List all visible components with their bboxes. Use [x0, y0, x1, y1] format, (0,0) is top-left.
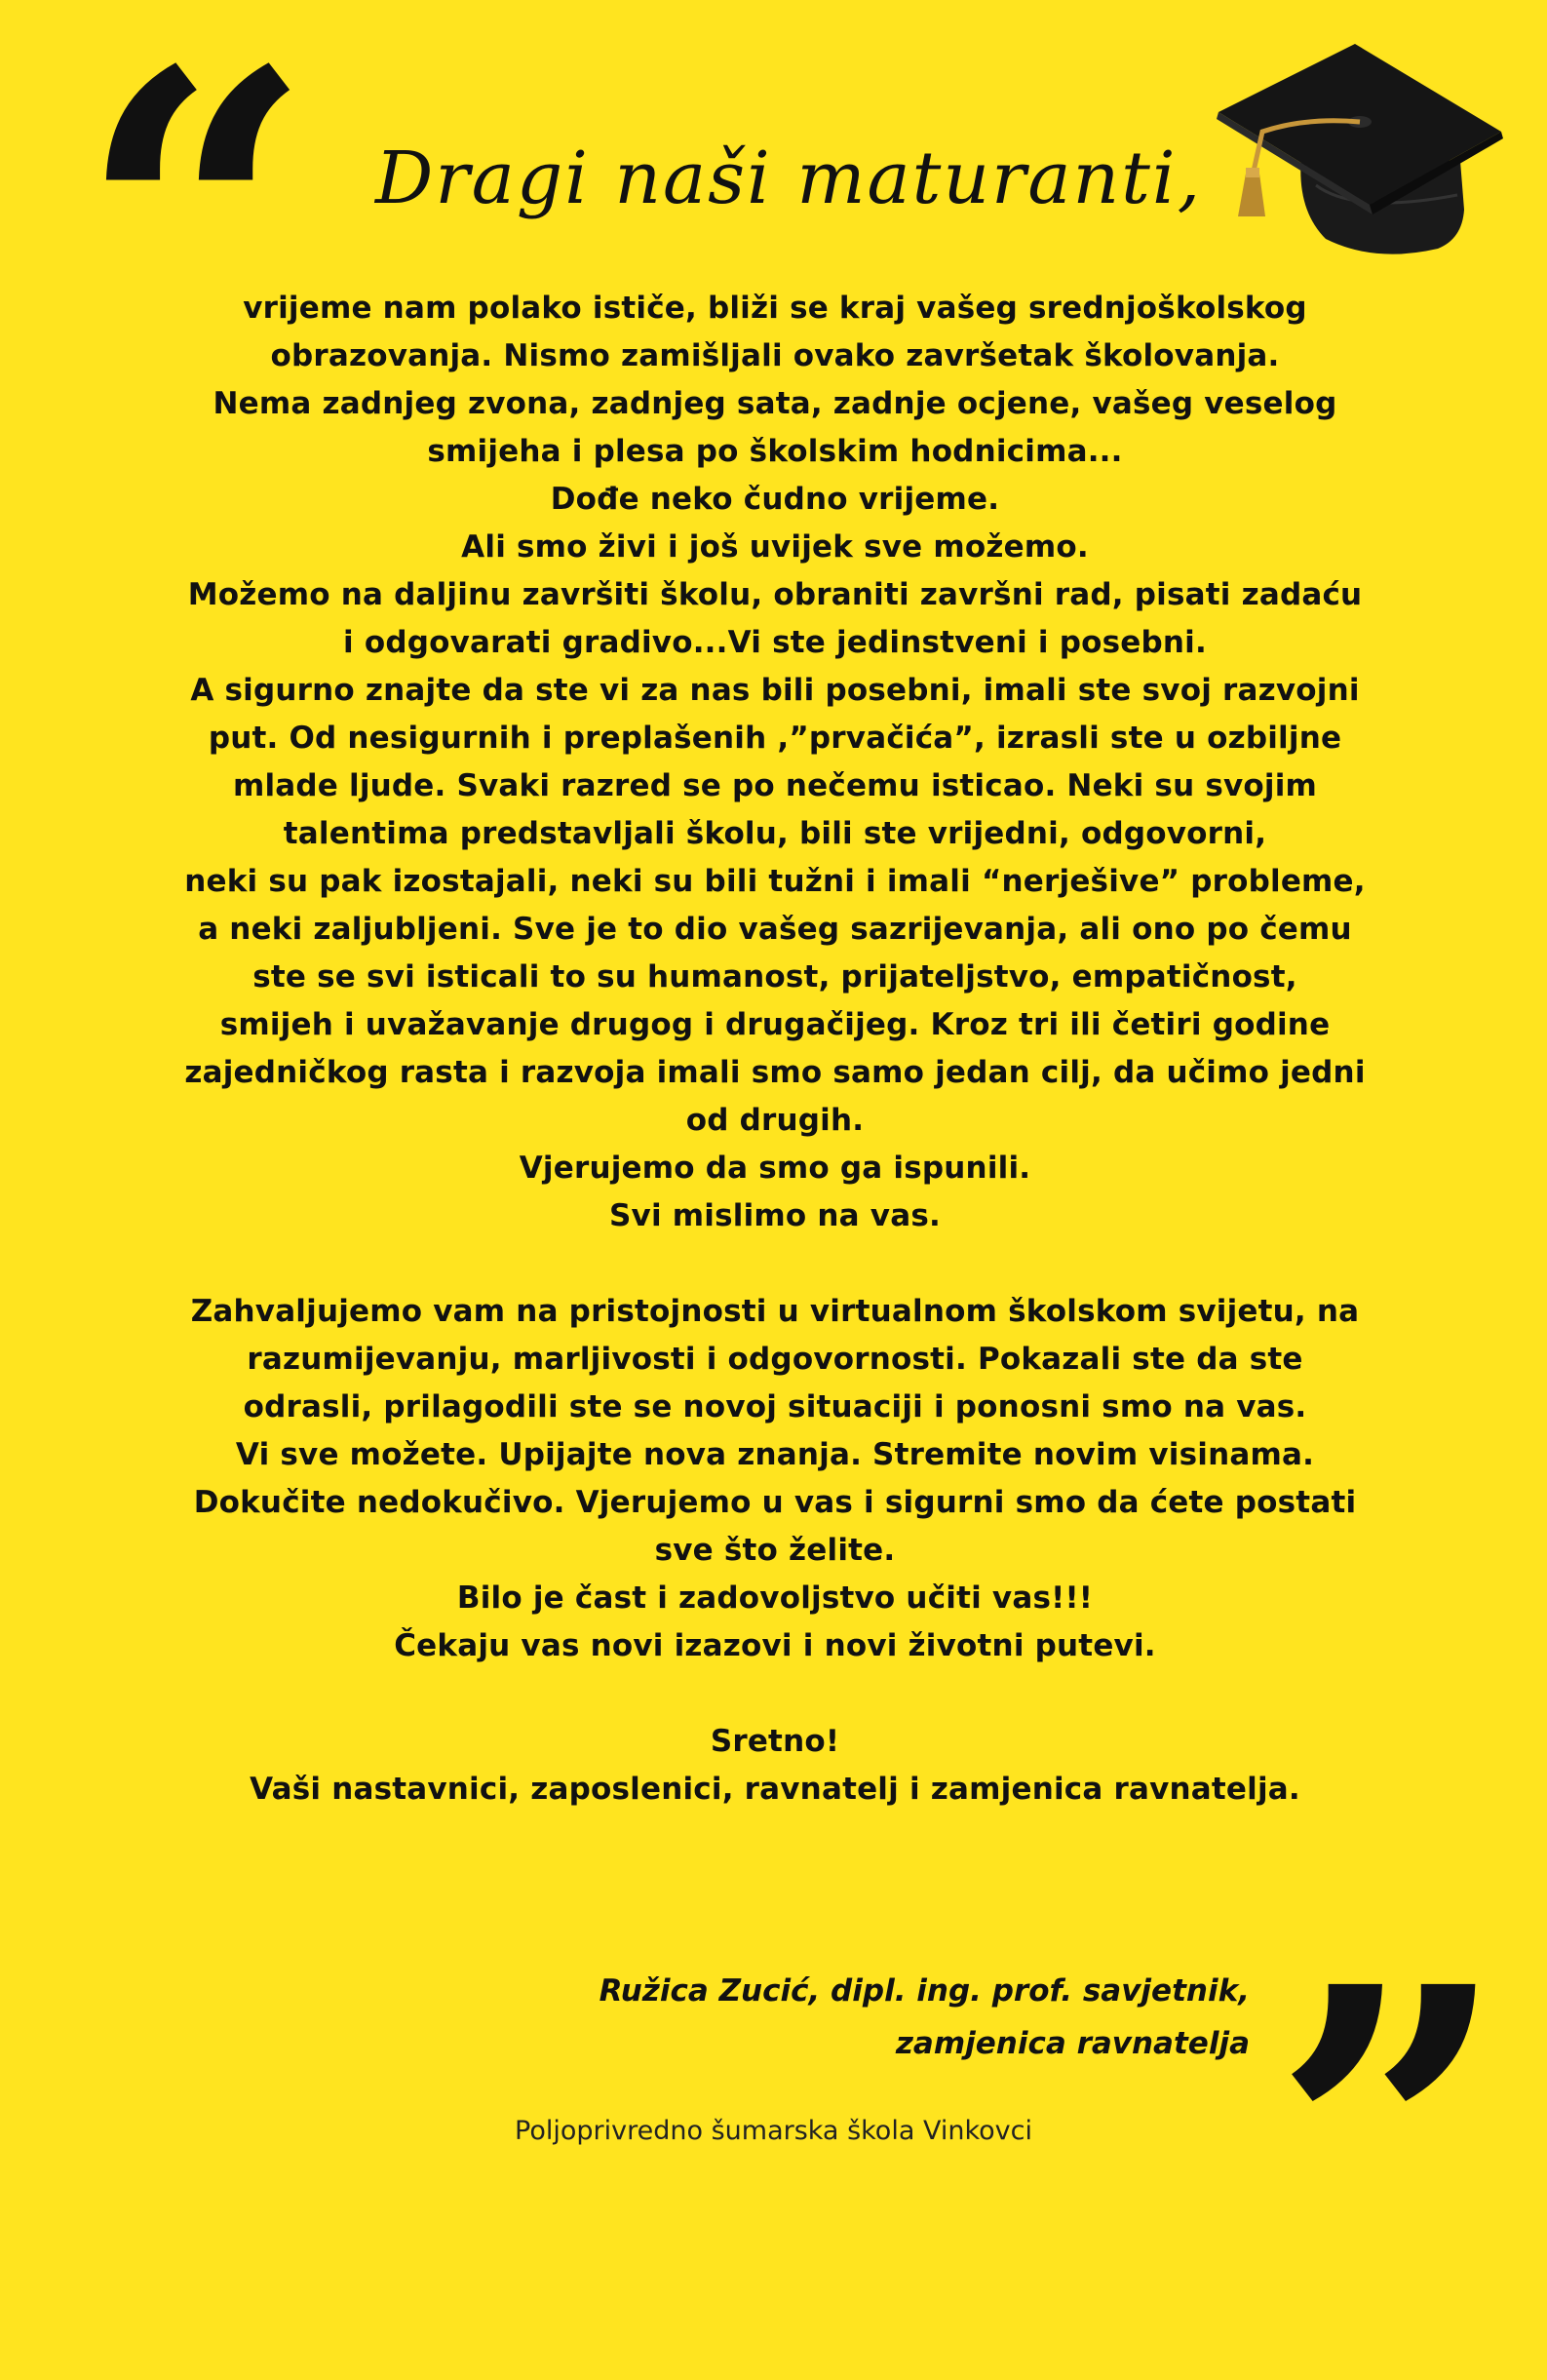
body-line: Zahvaljujemo vam na pristojnosti u virtualnom školskom svijetu, na	[190, 1294, 1360, 1329]
body-line: od drugih.	[685, 1103, 865, 1138]
body-line: a neki zaljubljeni. Sve je to dio vašeg sazrijevanja, ali ono po čemu	[198, 912, 1352, 947]
body-line: i odgovarati gradivo...Vi ste jedinstveni i posebni.	[343, 625, 1207, 660]
body-line: Čekaju vas novi izazovi i novi životni putevi.	[394, 1628, 1156, 1663]
body-line: Sretno!	[710, 1724, 840, 1759]
body-line: zajedničkog rasta i razvoja imali smo samo jedan cilj, da učimo jedni	[184, 1055, 1366, 1090]
body-line: razumijevanju, marljivosti i odgovornosti. Pokazali ste da ste	[247, 1342, 1303, 1377]
body-line: neki su pak izostajali, neki su bili tužni i imali “nerješive” probleme,	[184, 864, 1366, 899]
body-line: Nema zadnjeg zvona, zadnjeg sata, zadnje ocjene, vašeg veselog	[213, 386, 1337, 421]
body-line: Dođe neko čudno vrijeme.	[550, 482, 1000, 517]
letter-body	[127, 285, 1423, 1814]
body-line: Svi mislimo na vas.	[609, 1198, 941, 1233]
signature-name: Ružica Zucić, dipl. ing. prof. savjetnik,	[599, 1973, 1250, 2009]
open-quote-icon: “	[78, 0, 285, 464]
body-line: odrasli, prilagodili ste se novoj situaciji i ponosni smo na vas.	[243, 1389, 1307, 1424]
body-line: put. Od nesigurnih i preplašenih ,”prvačića”, izrasli ste u ozbiljne	[208, 721, 1342, 756]
body-line: Vjerujemo da smo ga ispunili.	[519, 1151, 1031, 1186]
body-line: talentima predstavljali školu, bili ste vrijedni, odgovorni,	[283, 816, 1267, 851]
body-line: Možemo na daljinu završiti školu, obraniti završni rad, pisati zadaću	[187, 577, 1363, 612]
graduation-cap-icon	[1209, 39, 1511, 263]
signature-block	[599, 1965, 1250, 2070]
body-line: sve što želite.	[654, 1533, 896, 1568]
paragraph-gap	[127, 1670, 1423, 1718]
signature-role: zamjenica ravnatelja	[895, 2026, 1250, 2061]
body-line: vrijeme nam polako ističe, bliži se kraj vašeg srednjoškolskog	[243, 291, 1307, 326]
body-line: Dokučite nedokučivo. Vjerujemo u vas i sigurni smo da ćete postati	[193, 1485, 1357, 1520]
body-line: Vaši nastavnici, zaposlenici, ravnatelj i zamjenica ravnatelja.	[250, 1772, 1300, 1807]
paragraph-gap	[127, 1240, 1423, 1288]
body-line: Bilo je čast i zadovoljstvo učiti vas!!!	[456, 1580, 1094, 1616]
body-line: Vi sve možete. Upijajte nova znanja. Stremite novim visinama.	[235, 1437, 1315, 1472]
body-line: A sigurno znajte da ste vi za nas bili posebni, imali ste svoj razvojni	[190, 673, 1360, 708]
body-line: obrazovanja. Nismo zamišljali ovako završetak školovanja.	[270, 338, 1280, 373]
body-line: Ali smo živi i još uvijek sve možemo.	[461, 529, 1089, 565]
letter-title: Dragi naši maturanti,	[375, 137, 1203, 220]
school-name-footer: Poljoprivredno šumarska škola Vinkovci	[515, 2116, 1032, 2146]
body-line: mlade ljude. Svaki razred se po nečemu isticao. Neki su svojim	[232, 768, 1318, 803]
body-line: smijeha i plesa po školskim hodnicima...	[427, 434, 1123, 469]
body-line: ste se svi isticali to su humanost, prijateljstvo, empatičnost,	[252, 959, 1297, 995]
body-line: smijeh i uvažavanje drugog i drugačijeg. Kroz tri ili četiri godine	[219, 1007, 1331, 1042]
close-quote-icon: ”	[1272, 1899, 1479, 2380]
